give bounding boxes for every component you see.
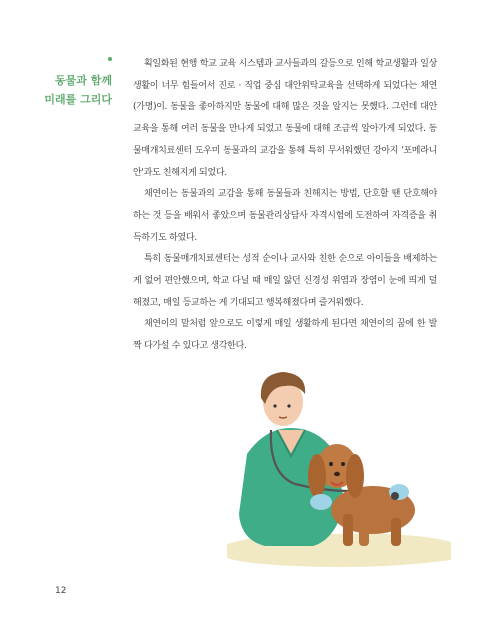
paragraph-2: 채연이는 동물과의 교감을 통해 동물들과 친해지는 방법, 단호할 땐 단호해야 하는 것 등을 배워서 좋았으며 동물관리상담사 자격시험에 도전하여 자격증을 취득하기도 하였다.	[133, 189, 437, 243]
stethoscope-chest-piece	[391, 492, 399, 500]
paragraph-4: 채연이의 말처럼 앞으로도 이렇게 매일 생활하게 된다면 채연이의 꿈에 한 발짝 다가설 수 있다고 생각한다.	[133, 319, 437, 352]
vet-glove	[310, 494, 332, 510]
heading-bullet-dot	[108, 57, 112, 61]
dog-eye	[341, 462, 345, 466]
vet-and-dog-illustration	[225, 364, 455, 574]
dog-ear	[346, 454, 364, 498]
page-number: 12	[55, 586, 67, 596]
vet-eye	[273, 404, 276, 407]
section-heading	[22, 57, 112, 109]
paragraph-1: 획일화된 현행 학교 교육 시스템과 교사들과의 갈등으로 인해 학교생활과 일상생활이 너무 힘들어서 진로 · 직업 중심 대안위탁교육을 선택하게 되었다는 채연(가명)이. 동물을 좋아하지만 동물에 대해 많은 것을 알지는 못했다. 그런데 대안교육을 통해 여러 동물을 만나게 되었고 동물에 대해 조금씩 알아가게 되었다. 동물매개치료센터 도우미 동물과의 교감을 통해 특히 무서워했던 강아지 '포메라니안'과도 친해지게 되었다.	[133, 59, 437, 178]
paragraph-3: 특히 동물매개치료센터는 성적 순이나 교사와 친한 순으로 아이들을 배제하는 게 없어 편안했으며, 학교 다닐 때 매일 앓던 신경성 위염과 장염이 눈에 띄게 덜해졌고, 매일 등교하는 게 기대되고 행복해졌다며 즐거워했다.	[133, 254, 437, 308]
section-heading-line-2: 미래를 그리다	[44, 93, 112, 106]
dog-ear	[308, 454, 326, 498]
dog-nose	[334, 472, 340, 476]
dog-leg	[391, 518, 401, 546]
dog-leg	[343, 514, 353, 546]
dog-eye	[329, 462, 333, 466]
body-text	[133, 54, 437, 358]
vet-eye	[287, 404, 290, 407]
dog-leg	[359, 516, 369, 546]
section-heading-line-1: 동물과 함께	[55, 74, 112, 87]
